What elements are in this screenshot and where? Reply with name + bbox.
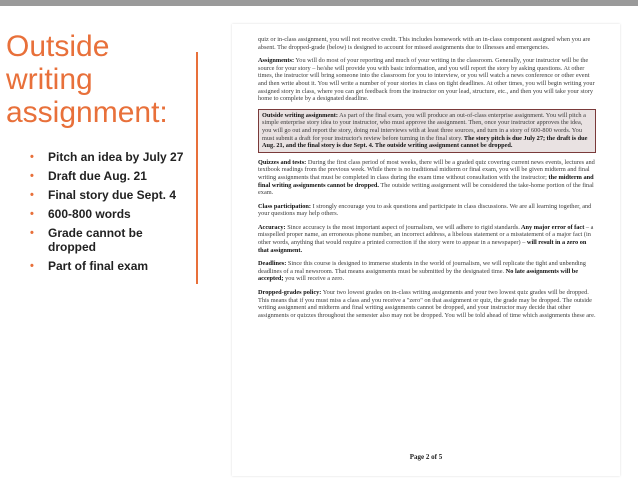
bullet-item [28,259,193,273]
bullet-text: Draft due Aug. 21 [48,169,147,183]
outside-deadlines: The story pitch is due July 27; the draft is due Aug. 21, and the final story is due Sept. 4. The outside writing assignment cannot be dropped. [262,134,588,150]
bullet-text: Final story due Sept. 4 [48,188,177,202]
outside-body: As part of the final exam, you will produce an out-of-class enterprise assignment. You will pitch a simple enterprise story idea to your instructor, who must approve the assignment. Then, once your instructor approves the idea, you will go out and report the story, doing real interviews with at least three sources, and turn in a story of 600-800 words. You must submit a draft for your instructor's review before turning in the final story. [262,111,586,142]
bullet-text: Grade cannot be dropped [48,226,143,254]
outside-assignment-highlight [258,109,596,153]
dropped-body: Your two lowest grades on in-class writing assignments and your two lowest quiz grades will be dropped. This means that if you must miss a class and you receive a "zero" on that assignment or quiz, the grade may be dropped. The outside writing assignment and midterm and final writing assignments cannot be dropped, and your instructor may decide that other assignments or quizzes throughout the semester also may not be dropped. You will be told ahead of time which assignments these are. [258,289,596,319]
bullet-item [28,226,193,254]
bullet-icon: • [30,227,34,239]
accuracy-paragraph [258,224,596,254]
bullet-icon: • [30,170,34,182]
bullet-list [28,150,193,278]
slide-title [6,30,186,129]
outside-heading: Outside writing assignment: [262,111,338,119]
slide-title-line: Outside [6,30,110,63]
quizzes-paragraph [258,159,596,197]
dropped-heading: Dropped-grades policy: [258,289,322,297]
bullet-icon: • [30,189,34,201]
divider-line [196,52,198,284]
quizzes-heading: Quizzes and tests: [258,158,307,166]
syllabus-text [258,36,596,325]
deadlines-bold: No late assignments will be accepted; [258,267,579,283]
bullet-icon: • [30,260,34,272]
bullet-icon: • [30,151,34,163]
top-accent-bar [0,0,638,6]
bullet-text: Pitch an idea by July 27 [48,150,184,164]
participation-paragraph [258,203,596,218]
quizzes-body: During the first class period of most weeks, there will be a graded quiz covering current news events, lectures and textbook readings from the previous week. While there is no traditional midterm or final exam, you will be given midterm and final writing assignments that must be completed in class during the exam time without consultation with the instructor; [258,158,595,181]
assignments-paragraph [258,57,596,103]
quizzes-bold: the midterm and final writing assignments cannot be dropped. [258,173,594,189]
bullet-text: 600-800 words [48,207,131,221]
quizzes-tail: The outside writing assignment will be considered the take-home portion of the final exam. [258,181,594,197]
page-number: Page 2 of 5 [409,453,443,461]
deadlines-tail: you will receive a zero. [283,275,345,283]
bullet-item [28,207,193,221]
bullet-item [28,188,193,202]
participation-heading: Class participation: [258,202,312,210]
slide-title-line: assignment: [6,96,168,129]
bullet-icon: • [30,208,34,220]
accuracy-tail: – a misspelled proper name, an erroneous phone number, an incorrect address, a libelous statement or a misstatement of a major fact (in other words, anything that would require a printed correction if the story were to appear in a newspaper) – [258,223,594,247]
accuracy-bold: Any major error of fact [519,223,585,231]
accuracy-bold-2: will result in a zero on that assignment. [258,239,587,254]
assignments-body: You will do most of your reporting and much of your writing in the classroom. Generally, your instructor will be the source for your story – he/she will provide you with basic information, and you will report the story by asking questions. At other times, the instructor will bring someone into the classroom for you to interview, or you will watch a news conference or other event and then write about it. You will write a number of your stories in class on tight deadlines. At other times, you will begin writing your assigned story in class, where you can get feedback from the instructor on your lead, structure, etc., and then you will take your story home to complete by a designated deadline. [258,57,595,103]
accuracy-body: Since accuracy is the most important aspect of journalism, we will adhere to rigid standards. [285,223,520,231]
deadlines-body: Since this course is designed to immerse students in the world of journalism, we will replicate the tight and unbending deadlines of a real newsroom. That means assignments must be submitted by the designated time. [258,260,586,275]
deadlines-heading: Deadlines: [258,260,287,268]
bullet-item [28,150,193,164]
bullet-text: Part of final exam [48,259,149,273]
bullet-item [28,169,193,183]
deadlines-paragraph [258,260,596,283]
dropped-grades-paragraph [258,289,596,319]
syllabus-page-image [232,24,620,476]
slide-title-line: writing [6,63,93,96]
intro-paragraph: quiz or in-class assignment, you will not receive credit. This includes homework with an in-class component assigned when you are absent. The dropped-grade (below) is designed to account for missed assignments due to illnesses and emergencies. [258,36,591,51]
assignments-heading: Assignments: [258,57,295,65]
accuracy-heading: Accuracy: [258,223,286,231]
participation-body: I strongly encourage you to ask questions and participate in class discussions. We are all learning together, and your questions may help others. [258,202,592,218]
